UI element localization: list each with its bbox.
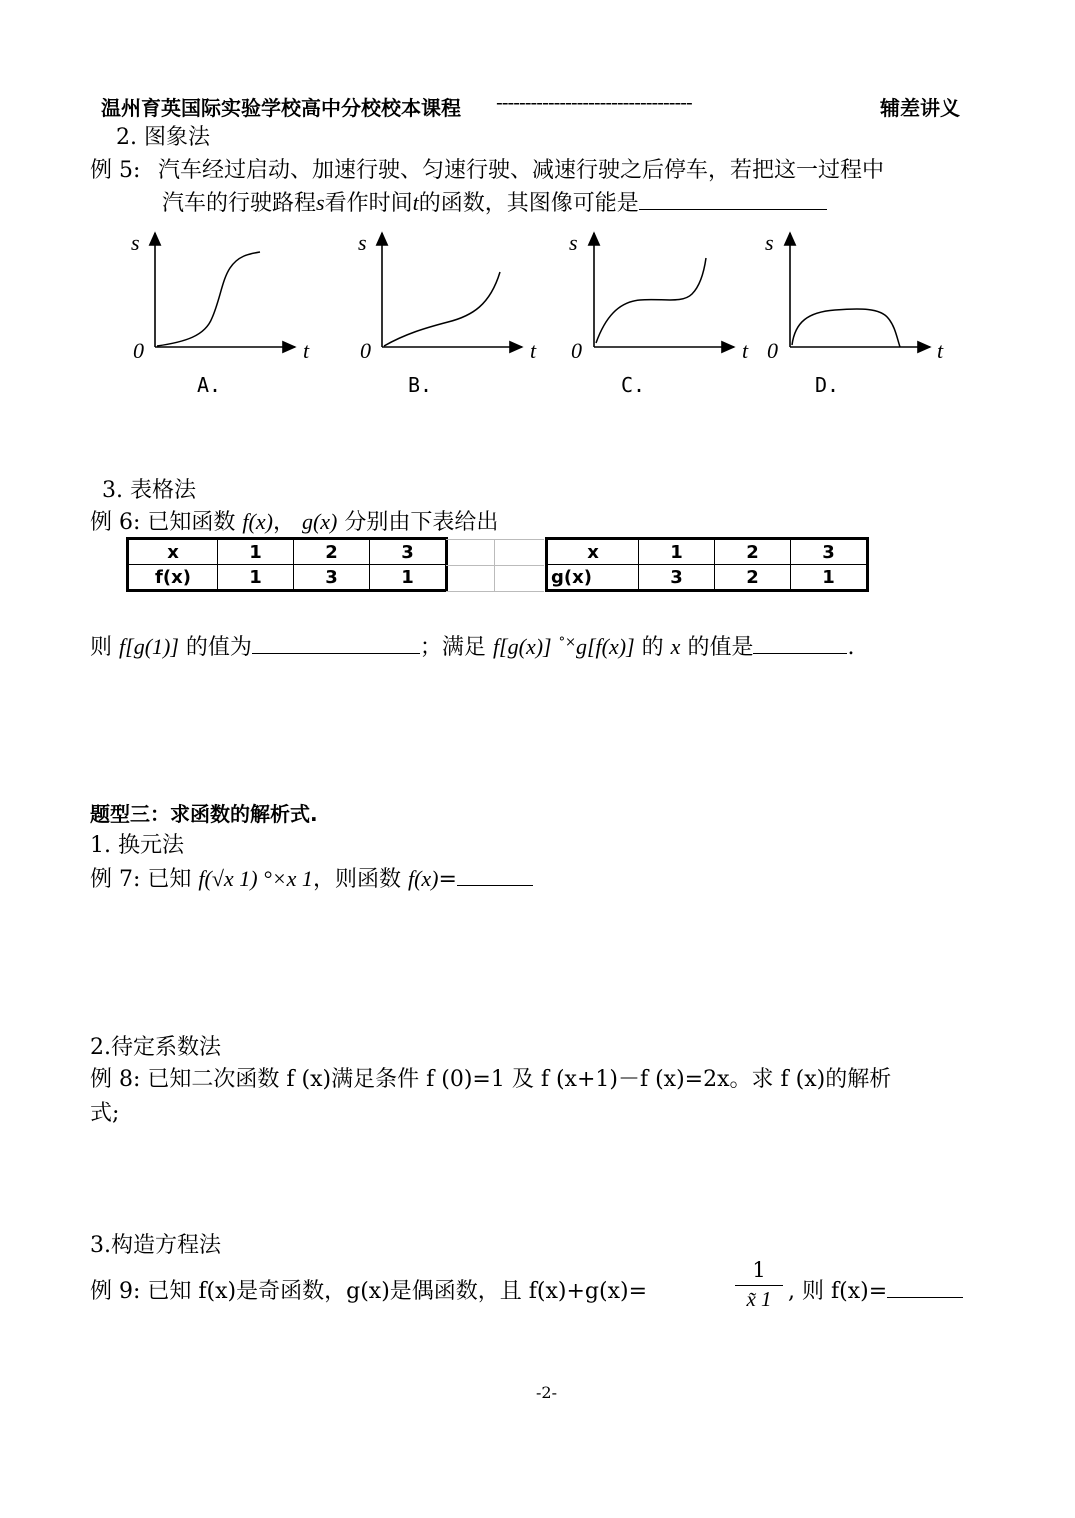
graphs-svg <box>0 0 1075 420</box>
example-7-fx: f(x) <box>407 866 439 891</box>
example-9-fraction <box>735 1258 783 1312</box>
table-f-cell: 1 <box>370 565 447 591</box>
example-7 <box>90 862 533 893</box>
example-5-text-b: 看作时间 <box>324 191 413 216</box>
example-9-tail <box>788 1274 963 1305</box>
table-gap-divider <box>446 565 544 566</box>
graph-d-x-label: t <box>937 338 944 363</box>
example-6-text-a: 已知函数 <box>147 510 236 535</box>
graph-b <box>382 233 522 347</box>
graph-b-y-label: s <box>358 230 367 255</box>
header-dashes: ---------------------------------- <box>496 90 692 114</box>
graph-a <box>155 233 295 347</box>
sub2-title: 2.待定系数法 <box>90 1035 221 1060</box>
table-g-cell: 1 <box>791 565 868 591</box>
graph-a-origin: 0 <box>133 338 144 363</box>
example-8-line2: 式; <box>90 1101 120 1126</box>
header-course: 辅差讲义 <box>880 96 960 120</box>
type3-title: 题型三：求函数的解析式. <box>90 802 318 826</box>
example-8-label: 例 8: <box>90 1067 141 1092</box>
graph-b-x-label: t <box>530 338 537 363</box>
option-b-label: B. <box>408 373 433 397</box>
table-gap <box>446 539 544 592</box>
table-f-header-cell: 3 <box>370 539 447 565</box>
table-g-header-row <box>547 539 868 565</box>
table-g-header-cell: 1 <box>639 539 715 565</box>
example-5-label: 例 5: <box>90 158 141 183</box>
option-a-label: A. <box>197 373 222 397</box>
example-6-q-e: 的值是 <box>687 635 754 660</box>
example-9-denominator: x̃ 1 <box>746 1287 772 1311</box>
example-7-text-a: 已知 <box>147 867 192 892</box>
page-number: -2- <box>536 1383 557 1402</box>
example-6-expr2a: f[g(x)] <box>492 634 552 659</box>
header-school: 温州育英国际实验学校高中分校校本课程 <box>101 96 461 120</box>
example-9-text-b: , 则 f(x)= <box>788 1279 888 1304</box>
sub3-title: 3.构造方程法 <box>90 1233 221 1258</box>
graph-d-curve <box>792 309 900 347</box>
graph-a-y-label: s <box>131 230 140 255</box>
example-7-expr: f(√x 1) °×x 1 <box>198 866 313 891</box>
fraction-bar <box>735 1285 783 1286</box>
example-6-intro <box>90 505 498 536</box>
table-g-header-cell: 2 <box>715 539 791 565</box>
table-f-cell: 3 <box>294 565 370 591</box>
table-g-header-cell: x <box>547 539 639 565</box>
option-d-label: D. <box>815 373 840 397</box>
example-6-expr1: f[g(1)] <box>119 634 179 659</box>
table-f-value-row <box>128 565 447 591</box>
option-c-label: C. <box>621 373 646 397</box>
graph-d <box>790 233 930 347</box>
graph-c <box>594 233 734 347</box>
table-g-cell: 2 <box>715 565 791 591</box>
example-6-gx: g(x) <box>301 509 338 534</box>
graph-b-curve <box>384 272 500 346</box>
example-7-text-b: ，则函数 <box>312 867 401 892</box>
table-g-cell: 3 <box>639 565 715 591</box>
graph-b-origin: 0 <box>360 338 371 363</box>
example-5-line1: 汽车经过启动、加速行驶、匀速行驶、减速行驶之后停车，若把这一过程中 <box>158 158 885 183</box>
example-6-label: 例 6: <box>90 510 141 535</box>
table-g <box>545 537 869 592</box>
example-9-answer-blank[interactable] <box>887 1279 963 1298</box>
example-9-numerator: 1 <box>752 1258 766 1282</box>
example-7-label: 例 7: <box>90 867 141 892</box>
example-6-answer-blank-1[interactable] <box>252 635 420 654</box>
graph-c-x-label: t <box>742 338 749 363</box>
example-6-q-d: 的 <box>641 635 664 660</box>
graph-a-curve <box>157 252 260 346</box>
section-title-table-method: 3. 表格法 <box>102 478 196 503</box>
example-8-text: 已知二次函数 f (x)满足条件 f (0)=1 及 f (x+1)－f (x)=2x。求 f (x)的解析 <box>147 1067 892 1092</box>
table-f-cell: 1 <box>218 565 294 591</box>
example-6-expr2b: g[f(x)] <box>576 634 635 659</box>
section-title-graph-method: 2. 图象法 <box>116 125 210 150</box>
example-6-question <box>90 630 854 661</box>
example-6-answer-blank-2[interactable] <box>753 635 847 654</box>
example-7-eq: = <box>438 867 457 892</box>
graph-c-curve <box>596 258 706 343</box>
example-7-answer-blank[interactable] <box>457 867 533 886</box>
example-6-sep: ， <box>272 510 295 535</box>
example-6-q-b: 的值为 <box>185 635 252 660</box>
variable-t: t <box>412 190 419 215</box>
graph-c-y-label: s <box>569 230 578 255</box>
example-5-text-c: 的函数，其图像可能是 <box>418 191 639 216</box>
example-6-text-b: 分别由下表给出 <box>344 510 499 535</box>
example-8-line1 <box>90 1062 891 1093</box>
example-6-q-c: ；满足 <box>419 635 486 660</box>
table-g-header-cell: 3 <box>791 539 868 565</box>
table-f-cell: f(x) <box>128 565 218 591</box>
table-g-value-row <box>547 565 868 591</box>
table-f-header-cell: 1 <box>218 539 294 565</box>
table-f-header-cell: 2 <box>294 539 370 565</box>
example-6-var-x: x <box>670 634 681 659</box>
graph-a-x-label: t <box>303 338 310 363</box>
graph-d-origin: 0 <box>767 338 778 363</box>
graph-d-y-label: s <box>765 230 774 255</box>
example-6-q-a: 则 <box>90 635 113 660</box>
example-9-text-a: 已知 f(x)是奇函数，g(x)是偶函数，且 f(x)+g(x)= <box>147 1279 648 1304</box>
example-5-text-a: 汽车的行驶路程 <box>162 191 317 216</box>
example-6-q-end: . <box>847 635 855 660</box>
sub1-title: 1. 换元法 <box>90 833 184 858</box>
example-9-label: 例 9: <box>90 1279 141 1304</box>
table-f <box>126 537 448 592</box>
example-9 <box>90 1274 647 1305</box>
table-f-header-cell: x <box>128 539 218 565</box>
example-6-symbol: °× <box>558 635 576 650</box>
example-6-fx: f(x) <box>242 509 273 534</box>
table-f-header-row <box>128 539 447 565</box>
variable-s: s <box>316 190 325 215</box>
table-g-cell: g(x) <box>547 565 639 591</box>
graph-c-origin: 0 <box>571 338 582 363</box>
